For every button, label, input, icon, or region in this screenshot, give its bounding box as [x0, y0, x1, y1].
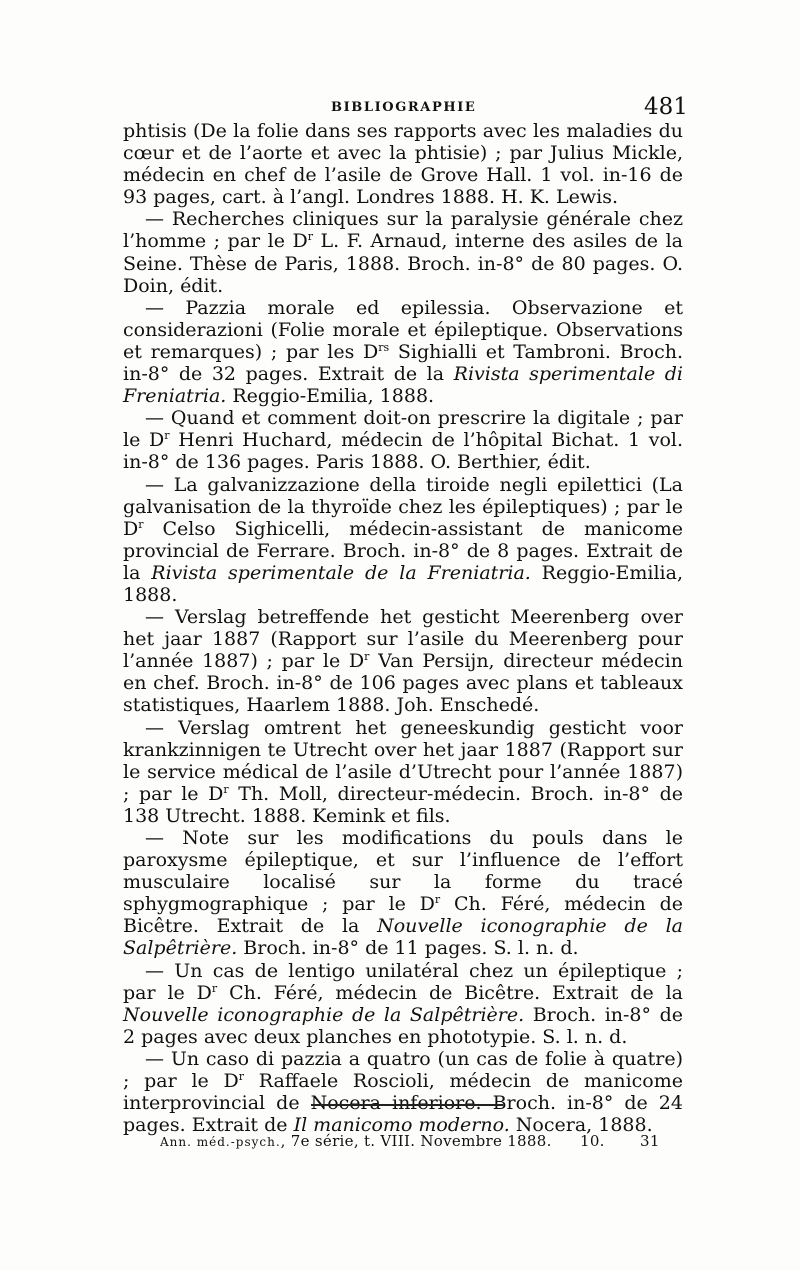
superscript-abbrev: r — [307, 230, 314, 244]
entry-text: Raffaele Roscioli, médecin de manicome interprovincial de Nocera inferiore. Broch. in-8° de 24 pages. Extrait de — [123, 1070, 683, 1137]
superscript-abbrev: r — [138, 517, 144, 531]
bibliography-body — [123, 120, 683, 1136]
italic-title: Nouvelle iconographie de la Salpêtrière. — [123, 1003, 525, 1026]
entry-text: Van Persijn, directeur médecin en chef. Broch. in-8° de 106 pages avec plans et tableaux statistiques, Haarlem 1888. Joh. Enschedé. — [123, 650, 683, 717]
entry-text: Henri Huchard, médecin de l’hôpital Bichat. 1 vol. in-8° de 136 pages. Paris 1888. O. Berthier, édit. — [123, 429, 684, 474]
page-number: 481 — [644, 94, 688, 120]
entry-text: Reggio-Emilia, 1888. — [123, 561, 683, 606]
italic-title: Il manicomo moderno. — [293, 1114, 510, 1137]
footer-rule — [311, 1104, 503, 1106]
superscript-abbrev: r — [434, 893, 441, 907]
bibliography-entry — [123, 960, 683, 1048]
superscript-abbrev: r — [164, 429, 170, 443]
entry-text: Ch. Féré, médecin de Bicêtre. Extrait de la — [123, 893, 683, 938]
entry-text: — Recherches cliniques sur la paralysie générale chez l’homme ; par le D — [123, 208, 683, 253]
running-title: BIBLIOGRAPHIE — [331, 100, 477, 115]
page-footer — [160, 1132, 660, 1150]
journal-abbreviation: Ann. méd.-psych. — [160, 1135, 281, 1149]
entry-text: — Verslag betreffende het gesticht Meerenberg over het jaar 1887 (Rapport sur l’asile du Meerenberg pour l’année 1887) ; par le D — [123, 606, 683, 673]
italic-title: Rivista sperimentale de la Freniatria. — [151, 561, 531, 584]
journal-series: , 7e série, t. VIII. Novembre 1888. — [280, 1132, 552, 1150]
entry-text: L. F. Arnaud, interne des asiles de la Seine. Thèse de Paris, 1888. Broch. in-8° de 80 pages. O. Doin, édit. — [123, 230, 683, 297]
superscript-abbrev: rs — [378, 340, 390, 354]
superscript-abbrev: r — [223, 782, 229, 796]
bibliography-entry — [123, 120, 683, 208]
entry-text: Nocera, 1888. — [509, 1114, 653, 1137]
bibliography-entry — [123, 717, 683, 827]
italic-title: Rivista sperimentale di Freniatria. — [123, 363, 683, 408]
entry-text: Reggio-Emilia, 1888. — [226, 385, 435, 408]
superscript-abbrev: r — [238, 1070, 244, 1084]
superscript-abbrev: r — [211, 981, 218, 995]
bibliography-entry — [123, 474, 683, 607]
bibliography-entry — [123, 208, 683, 296]
entry-text: — Note sur les modifications du pouls dans le paroxysme épileptique, et sur l’influence de l’effort musculaire localisé sur la forme du tracé sphygmographique ; par le D — [123, 827, 683, 916]
entry-text: Broch. in-8° de 11 pages. S. l. n. d. — [237, 937, 579, 960]
entry-text: — La galvanizzazione della tiroide negli epilettici (La galvanisation de la thyroïde chez les épileptiques) ; par le D — [123, 473, 683, 540]
entry-text: — Quand et comment doit-on prescrire la digitale ; par le D — [123, 407, 683, 452]
entry-text: — Verslag omtrent het geneeskundig gesticht voor krankzinnigen te Utrecht over het jaar 1887 (Rapport sur le service médical de l’asile d’Utrecht pour l’année 1887) ; par le D — [123, 716, 683, 805]
sheet-number: 10. — [580, 1132, 605, 1150]
entry-text: Sighialli et Tambroni. Broch. in-8° de 32 pages. Extrait de la — [123, 340, 683, 386]
bibliography-entry — [123, 827, 683, 960]
entry-text: Broch. in-8° de 2 pages avec deux planches en phototypie. S. l. n. d. — [123, 1003, 683, 1048]
entry-text: — Un cas de lentigo unilatéral chez un épileptique ; par le D — [123, 959, 683, 1004]
entry-text: Celso Sighicelli, médecin-assistant de manicome provincial de Ferrare. Broch. in-8° de 8 pages. Extrait de la — [123, 517, 683, 584]
entry-text: Ch. Féré, médecin de Bicêtre. Extrait de la — [217, 981, 683, 1004]
entry-text: — Pazzia morale ed epilessia. Observazione et considerazioni (Folie morale et épileptique. Observations et remarques) ; par les D — [123, 296, 683, 363]
entry-text: phtisis (De la folie dans ses rapports avec les maladies du cœur et de l’aorte et avec la phtisie) ; par Julius Mickle, médecin en chef de l’asile de Grove Hall. 1 vol. in-16 de 93 pages, cart. à l’angl. Londres 1888. H. K. Lewis. — [123, 120, 683, 209]
bibliography-entry — [123, 1048, 683, 1136]
signature-mark: 31 — [640, 1132, 660, 1150]
bibliography-entry — [123, 606, 683, 716]
bibliography-entry — [123, 407, 683, 473]
bibliography-entry — [123, 297, 683, 407]
superscript-abbrev: r — [364, 650, 370, 664]
entry-text: Th. Moll, directeur-médecin. Broch. in-8° de 138 Utrecht. 1888. Kemink et fils. — [123, 782, 684, 827]
italic-title: Nouvelle iconographie de la Salpêtrière. — [123, 915, 683, 960]
entry-text: — Un caso di pazzia a quatro (un cas de folie à quatre) ; par le D — [123, 1047, 683, 1093]
